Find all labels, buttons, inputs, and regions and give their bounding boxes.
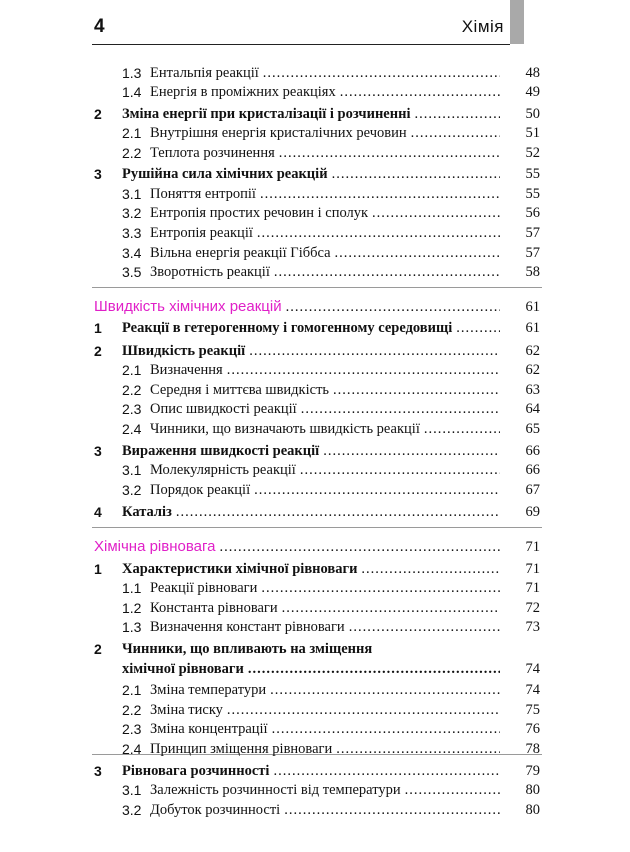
toc-entry-page: 72 xyxy=(525,600,540,616)
toc-entry-number: 3.4 xyxy=(122,245,142,261)
toc-entry-page: 71 xyxy=(525,539,540,555)
toc-entry-title: Вираження швидкості реакції xyxy=(122,443,320,459)
toc-entry[interactable] xyxy=(92,480,542,500)
toc-entry-number: 3.2 xyxy=(122,205,142,221)
toc-entry-page: 73 xyxy=(525,619,540,635)
toc-entry[interactable] xyxy=(92,719,542,739)
toc-entry-number: 1.3 xyxy=(122,65,142,81)
toc-entry[interactable] xyxy=(92,460,542,480)
toc-entry[interactable] xyxy=(92,617,542,637)
toc-entry-number: 3.2 xyxy=(122,802,142,818)
dot-leader xyxy=(349,617,500,637)
dot-leader xyxy=(270,680,500,700)
dot-leader xyxy=(248,659,500,679)
toc-entry[interactable] xyxy=(92,441,542,461)
toc-entry[interactable] xyxy=(92,143,542,163)
toc-entry-number: 2.1 xyxy=(122,682,142,698)
toc-entry-page: 52 xyxy=(525,145,540,161)
dot-leader xyxy=(414,104,500,124)
toc-entry[interactable] xyxy=(92,598,542,618)
dot-leader xyxy=(284,800,500,820)
page-corner-tab xyxy=(510,0,524,44)
toc-entry-number: 3 xyxy=(94,763,102,779)
toc-entry-title: Швидкість реакції xyxy=(122,343,246,359)
toc-entry-page: 69 xyxy=(525,504,540,520)
toc-entry-number: 1.1 xyxy=(122,580,142,596)
toc-entry[interactable] xyxy=(92,680,542,700)
toc-entry-number: 1 xyxy=(94,320,102,336)
toc-entry-page: 62 xyxy=(525,343,540,359)
toc-entry-title: Хімічна рівновага xyxy=(94,538,216,555)
dot-leader xyxy=(361,559,500,579)
toc-entry-number: 2 xyxy=(94,343,102,359)
toc-entry-number: 1 xyxy=(94,561,102,577)
toc-entry[interactable] xyxy=(92,780,542,800)
toc-entry-title: Внутрішня енергія кристалічних речовин xyxy=(150,125,407,141)
toc-entry[interactable] xyxy=(92,578,542,598)
dot-leader xyxy=(405,780,500,800)
toc-entry[interactable] xyxy=(92,739,542,759)
toc-entry-number: 1.4 xyxy=(122,84,142,100)
toc-entry[interactable] xyxy=(92,164,542,184)
toc-entry-number: 2.2 xyxy=(122,382,142,398)
toc-entry[interactable] xyxy=(92,559,542,579)
toc-entry-title: Рівновага розчинності xyxy=(122,763,270,779)
toc-entry-title: Опис швидкості реакції xyxy=(150,401,297,417)
toc-entry[interactable] xyxy=(92,700,542,720)
toc-entry-title: Ентальпія реакції xyxy=(150,65,259,81)
toc-entry[interactable] xyxy=(92,318,542,338)
toc-entry-page: 56 xyxy=(525,205,540,221)
toc-entry[interactable] xyxy=(92,123,542,143)
page-number: 4 xyxy=(94,16,105,37)
toc-entry-title: Добуток розчинності xyxy=(150,802,281,818)
toc-entry-title: Залежність розчинності від температури xyxy=(150,782,401,798)
toc-entry[interactable] xyxy=(92,104,542,124)
dot-leader xyxy=(263,63,500,83)
toc-entry-title: Зміна температури xyxy=(150,682,267,698)
toc-entry-number: 4 xyxy=(94,504,102,520)
toc-entry-title: Принцип зміщення рівноваги xyxy=(150,741,333,757)
toc-entry-page: 76 xyxy=(525,721,540,737)
toc-entry[interactable] xyxy=(92,243,542,263)
toc-entry-number: 2.4 xyxy=(122,741,142,757)
toc-entry-number: 2.1 xyxy=(122,125,142,141)
toc-entry-number: 2.2 xyxy=(122,702,142,718)
dot-leader xyxy=(332,164,500,184)
toc-entry-title: Характеристики хімічної рівноваги xyxy=(122,561,358,577)
toc-entry[interactable] xyxy=(92,297,542,317)
toc-entry-number: 2 xyxy=(94,106,102,122)
dot-leader xyxy=(372,203,500,223)
toc-entry-page: 79 xyxy=(525,763,540,779)
dot-leader xyxy=(254,480,500,500)
toc-entry-title: Вільна енергія реакції Гіббса xyxy=(150,245,331,261)
dot-leader xyxy=(220,537,501,557)
toc-entry-title: Молекулярність реакції xyxy=(150,462,296,478)
toc-entry[interactable] xyxy=(92,800,542,820)
dot-leader xyxy=(340,82,500,102)
toc-entry-page: 61 xyxy=(525,320,540,336)
toc-entry-title: Визначення xyxy=(150,362,223,378)
toc-entry-number: 2.4 xyxy=(122,421,142,437)
toc-entry[interactable] xyxy=(92,399,542,419)
toc-entry-title: Зміна концентрації xyxy=(150,721,268,737)
dot-leader xyxy=(176,502,500,522)
toc-entry-page: 74 xyxy=(525,682,540,698)
toc-entry-title: Чинники, що впливають на зміщення xyxy=(122,641,373,657)
toc-entry-title: Середня і миттєва швидкість xyxy=(150,382,330,398)
dot-leader xyxy=(279,143,500,163)
toc-entry-number: 3 xyxy=(94,166,102,182)
toc-entry-page: 62 xyxy=(525,362,540,378)
toc-entry[interactable] xyxy=(92,262,542,282)
toc-entry-page: 57 xyxy=(525,225,540,241)
toc-entry-page: 66 xyxy=(525,462,540,478)
toc-entry-number: 3.2 xyxy=(122,482,142,498)
toc-entry[interactable] xyxy=(92,203,542,223)
dot-leader xyxy=(335,243,500,263)
dot-leader xyxy=(272,719,500,739)
dot-leader xyxy=(274,262,500,282)
toc-entry[interactable] xyxy=(92,761,542,781)
toc-entry-title: Ентропія простих речовин і сполук xyxy=(150,205,369,221)
dot-leader xyxy=(424,419,500,439)
toc-entry-page: 74 xyxy=(525,661,540,677)
dot-leader xyxy=(260,184,500,204)
toc-entry-page: 71 xyxy=(525,580,540,596)
toc-entry-title: Порядок реакції xyxy=(150,482,251,498)
toc-entry-number: 2 xyxy=(94,641,102,657)
toc-entry-title: Константа рівноваги xyxy=(150,600,278,616)
toc-entry-title: Зворотність реакції xyxy=(150,264,270,280)
toc-entry-page: 50 xyxy=(525,106,540,122)
toc-entry-page: 55 xyxy=(525,166,540,182)
page-header xyxy=(92,10,510,45)
section-separator xyxy=(92,287,542,288)
toc-entry-title: Швидкість хімічних реакцій xyxy=(94,298,282,315)
toc-entry-number: 3.1 xyxy=(122,186,142,202)
toc-entry[interactable] xyxy=(92,341,542,361)
toc-entry-page: 61 xyxy=(525,299,540,315)
toc-entry-number: 2.3 xyxy=(122,721,142,737)
toc-entry-page: 58 xyxy=(525,264,540,280)
toc-entry-number: 1.3 xyxy=(122,619,142,635)
toc-entry[interactable] xyxy=(92,184,542,204)
dot-leader xyxy=(301,399,500,419)
toc-entry[interactable] xyxy=(92,380,542,400)
toc-entry-page: 65 xyxy=(525,421,540,437)
toc-entry-number: 1.2 xyxy=(122,600,142,616)
toc-entry[interactable] xyxy=(92,360,542,380)
toc-entry-number: 2.1 xyxy=(122,362,142,378)
toc-entry-title: Чинники, що визначають швидкість реакції xyxy=(150,421,420,437)
toc-entry-page: 51 xyxy=(525,125,540,141)
toc-entry-page: 75 xyxy=(525,702,540,718)
dot-leader xyxy=(261,578,500,598)
toc-entry-page: 57 xyxy=(525,245,540,261)
toc-entry-title: Визначення констант рівноваги xyxy=(150,619,345,635)
toc-entry-page: 78 xyxy=(525,741,540,757)
toc-entry-title: Реакції рівноваги xyxy=(150,580,258,596)
toc-entry-number: 3.1 xyxy=(122,782,142,798)
toc-entry-page: 66 xyxy=(525,443,540,459)
toc-entry-title: Теплота розчинення xyxy=(150,145,275,161)
toc-entry-number: 2.2 xyxy=(122,145,142,161)
dot-leader xyxy=(282,598,500,618)
toc-entry-page: 80 xyxy=(525,782,540,798)
toc-entry-title: Зміна тиску xyxy=(150,702,223,718)
toc-entry-title: Каталіз xyxy=(122,504,172,520)
toc-entry-page: 67 xyxy=(525,482,540,498)
dot-leader xyxy=(333,380,500,400)
section-separator xyxy=(92,527,542,528)
dot-leader xyxy=(411,123,500,143)
dot-leader xyxy=(323,441,500,461)
dot-leader xyxy=(286,297,500,317)
toc-entry-number: 3.5 xyxy=(122,264,142,280)
toc-entry-page: 63 xyxy=(525,382,540,398)
dot-leader xyxy=(336,739,500,759)
toc-entry-page: 80 xyxy=(525,802,540,818)
dot-leader xyxy=(456,318,500,338)
toc-entry-number: 3.3 xyxy=(122,225,142,241)
toc-entry-title: Ентропія реакції xyxy=(150,225,253,241)
dot-leader xyxy=(227,700,500,720)
toc-entry-title: Поняття ентропії xyxy=(150,186,256,202)
toc-entry[interactable] xyxy=(92,419,542,439)
dot-leader xyxy=(249,341,500,361)
toc-entry-page: 48 xyxy=(525,65,540,81)
dot-leader xyxy=(273,761,500,781)
dot-leader xyxy=(227,360,500,380)
toc-entry[interactable] xyxy=(92,659,542,679)
running-title: Хімія xyxy=(461,17,504,36)
dot-leader xyxy=(257,223,500,243)
toc-entry-title: Рушійна сила хімічних реакцій xyxy=(122,166,328,182)
toc-entry-page: 64 xyxy=(525,401,540,417)
toc-entry[interactable] xyxy=(92,63,542,83)
toc-entry-title: Енергія в проміжних реакціях xyxy=(150,84,336,100)
toc-entry-number: 2.3 xyxy=(122,401,142,417)
toc-entry[interactable] xyxy=(92,502,542,522)
dot-leader xyxy=(300,460,500,480)
toc-entry-page: 55 xyxy=(525,186,540,202)
toc-entry[interactable] xyxy=(92,639,542,659)
toc-entry-title: хімічної рівноваги xyxy=(122,661,244,677)
toc-entry[interactable] xyxy=(92,223,542,243)
toc-entry-number: 3.1 xyxy=(122,462,142,478)
toc-entry-title: Реакції в гетерогенному і гомогенному середовищі xyxy=(122,320,453,336)
toc-entry-number: 3 xyxy=(94,443,102,459)
toc-entry-title: Зміна енергії при кристалізації і розчиненні xyxy=(122,106,411,122)
toc-entry[interactable] xyxy=(92,537,542,557)
toc-entry[interactable] xyxy=(92,82,542,102)
toc-entry-page: 49 xyxy=(525,84,540,100)
toc-entry-page: 71 xyxy=(525,561,540,577)
